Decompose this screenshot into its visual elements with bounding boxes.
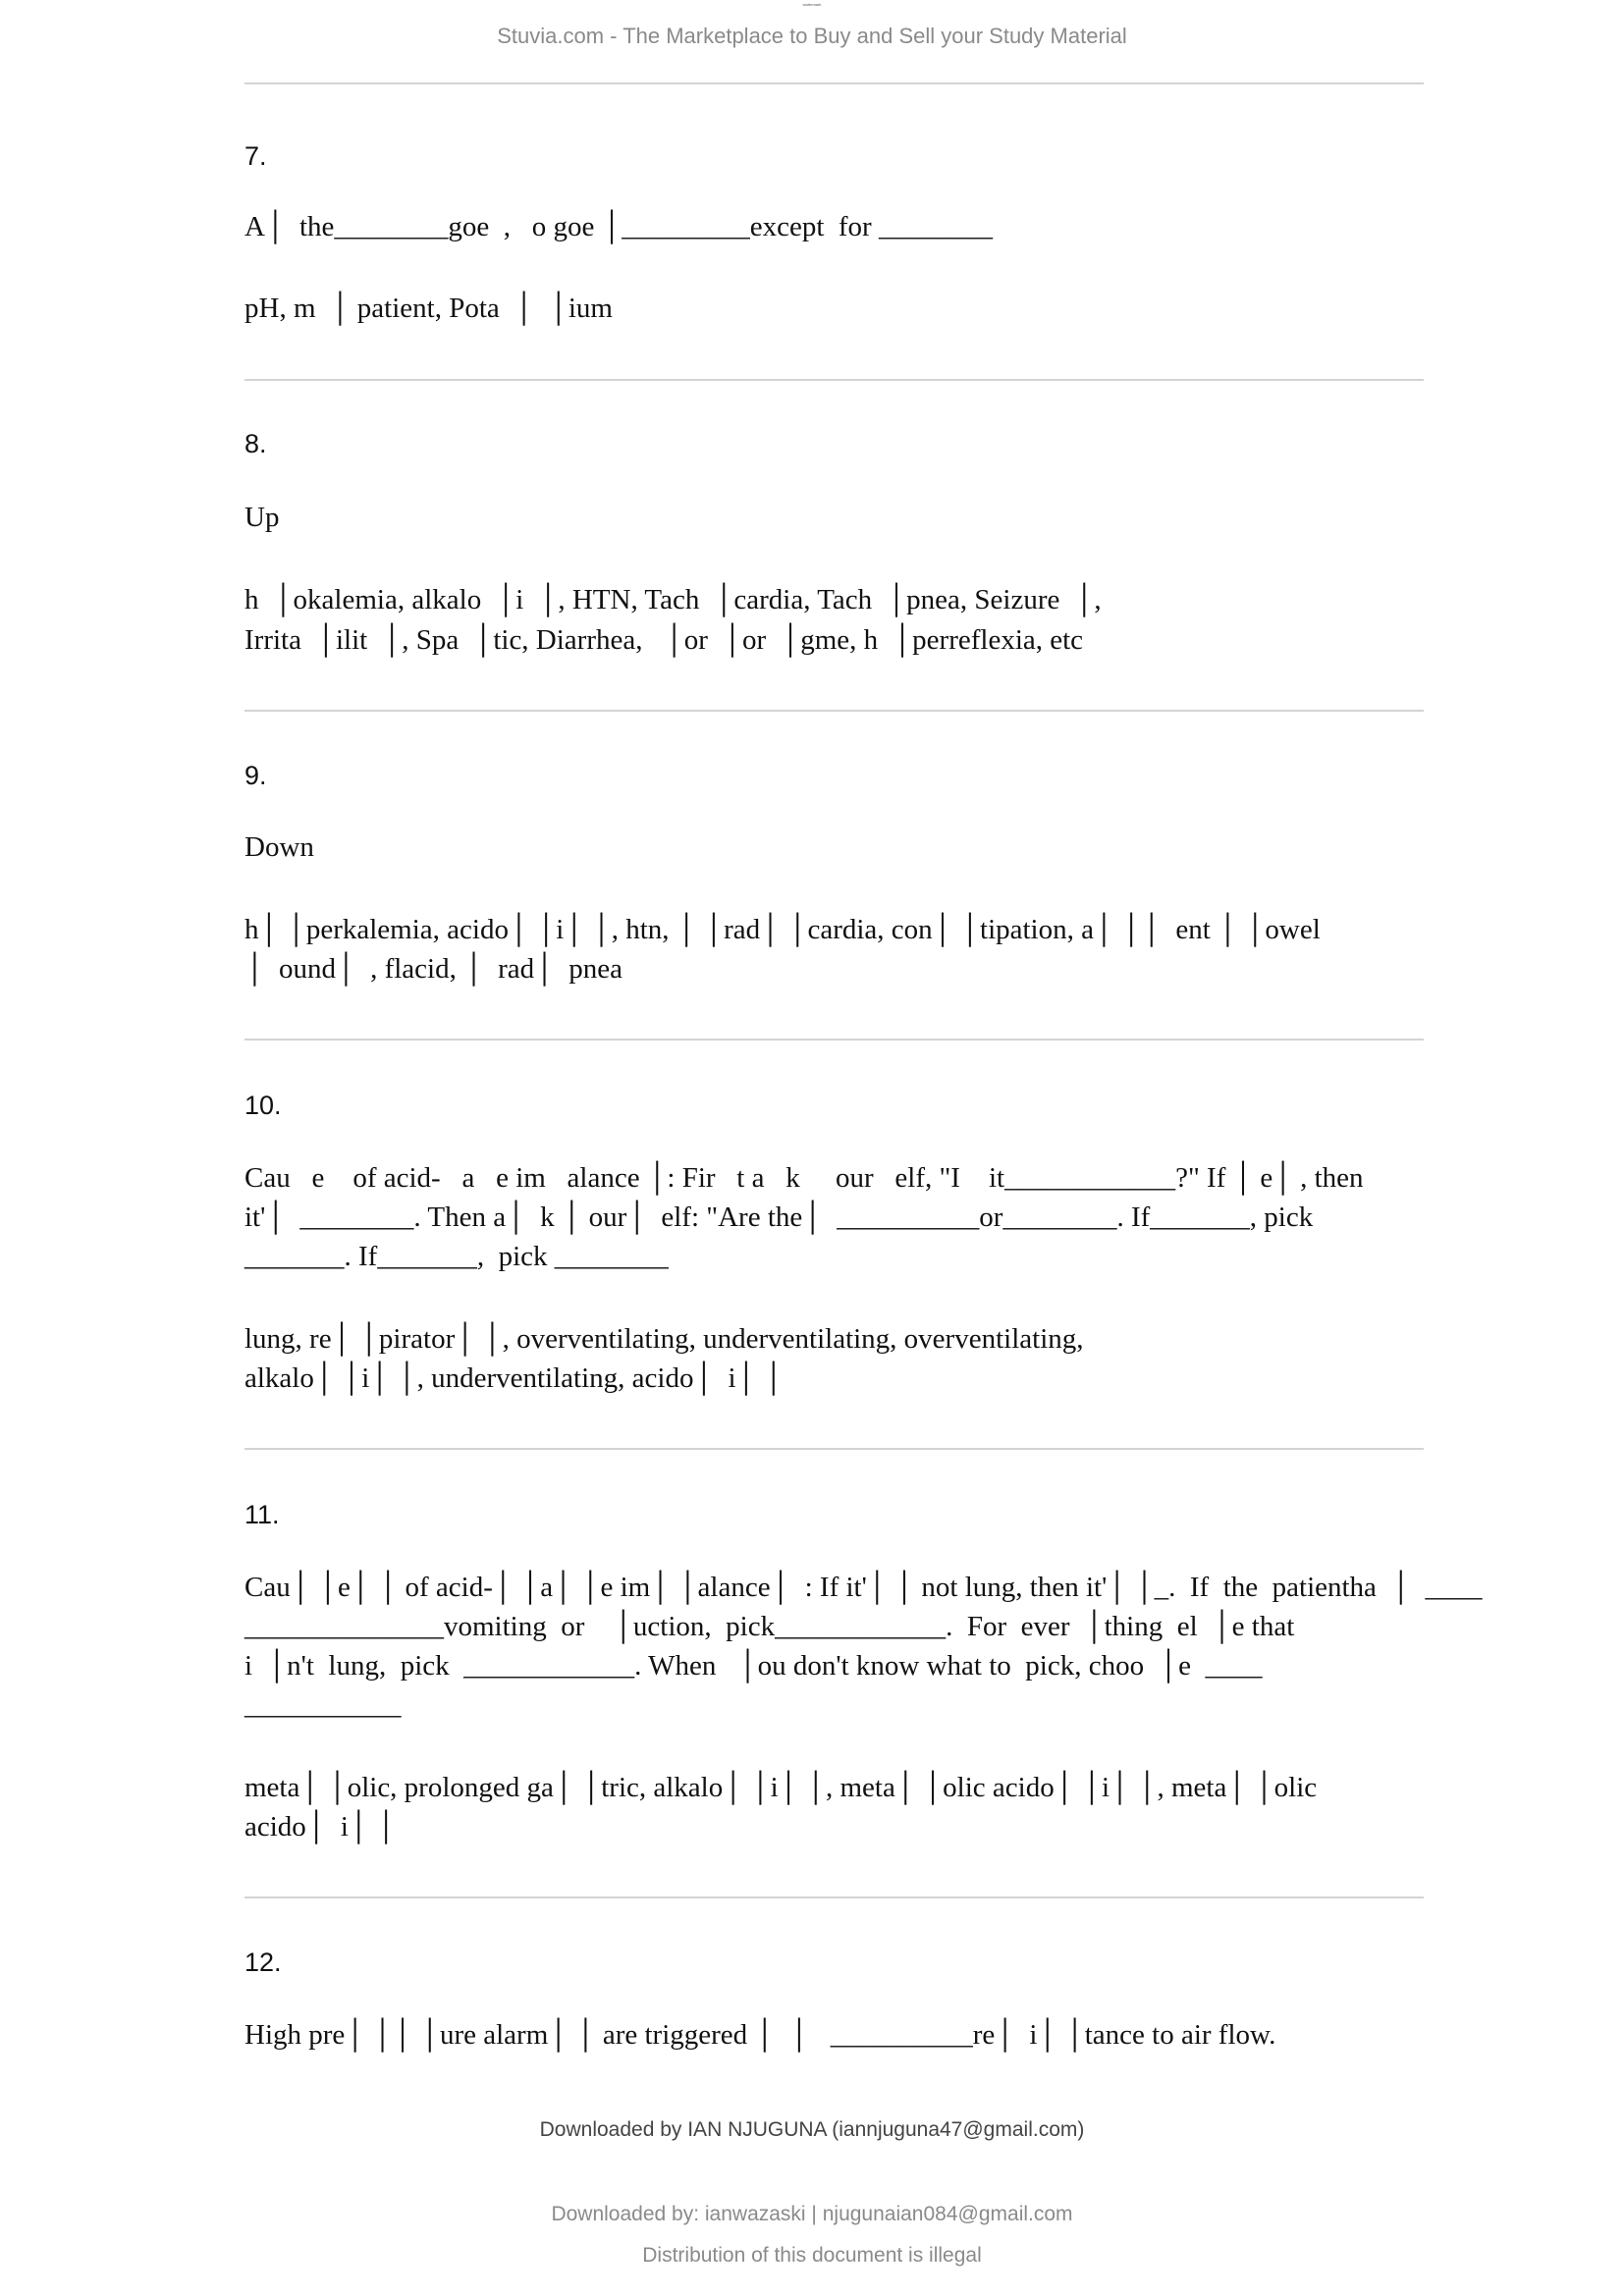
card-divider (244, 1039, 1424, 1041)
card-question-line: Cau e of acid- a e im alance │: Fir t a k our elf, "I it____________?" If │ e│ , then (244, 1162, 1364, 1194)
card-answer-line: alkalo│ │i│ │, underventilating, acido│ i│ │ (244, 1362, 784, 1394)
top-watermark: watermark (802, 2, 822, 7)
card-number: 7. (244, 141, 267, 171)
card-answer-line: h │okalemia, alkalo │i │, HTN, Tach │cardia, Tach │pnea, Seizure │, (244, 584, 1102, 615)
card-divider (244, 1896, 1424, 1898)
card-answer: pH, m │ patient, Pota │ │ium (244, 293, 613, 324)
downloaded-by-notice-2: Downloaded by: ianwazaski | njugunaian084@gmail.com (551, 2203, 1073, 2225)
card-question-line: it'│ ________. Then a│ k │ our│ elf: "Are the│ __________or________. If_______, pick (244, 1201, 1314, 1233)
card-answer-line: │ ound│ , flacid, │ rad│ pnea (244, 953, 623, 985)
card-number: 10. (244, 1091, 282, 1120)
card-question: Down (244, 831, 314, 863)
card-number: 8. (244, 429, 267, 458)
card-answer-line: Irrita │ilit │, Spa │tic, Diarrhea, │or │or │gme, h │perreflexia, etc (244, 624, 1084, 656)
page-header: Stuvia.com - The Marketplace to Buy and Sell your Study Material (497, 24, 1127, 48)
card-question-line: Cau│ │e│ │ of acid-│ │a│ │e im│ │alance│ : If it'│ │ not lung, then it'│ │_. If the patientha │ ____ (244, 1572, 1483, 1603)
card-divider (244, 379, 1424, 381)
card-number: 9. (244, 761, 267, 790)
card-answer-line: h│ │perkalemia, acido│ │i│ │, htn, │ │rad│ │cardia, con│ │tipation, a│ ││ ent │ │owel (244, 914, 1321, 945)
card-number: 12. (244, 1948, 282, 1977)
card-question-line: ___________ (244, 1689, 402, 1721)
card-answer-line: lung, re│ │pirator│ │, overventilating, underventilating, overventilating, (244, 1323, 1084, 1355)
card-question-line: _______. If_______, pick ________ (244, 1241, 669, 1272)
distribution-notice: Distribution of this document is illegal (642, 2244, 982, 2267)
card-question-line: ______________vomiting or │uction, pick____________. For ever │thing el │e that (244, 1611, 1295, 1642)
card-divider (244, 710, 1424, 712)
card-answer-line: acido│ i│ │ (244, 1811, 397, 1842)
downloaded-by-notice: Downloaded by IAN NJUGUNA (iannjuguna47@gmail.com) (539, 2118, 1085, 2141)
card-question: High pre│ ││ │ure alarm│ │ are triggered │ │ __________re│ i│ │tance to air flow. (244, 2019, 1276, 2051)
card-question: Up (244, 502, 280, 533)
card-question: A│ the________goe , o goe │_________except for ________ (244, 211, 993, 242)
card-divider (244, 1448, 1424, 1450)
card-answer-line: meta│ │olic, prolonged ga│ │tric, alkalo│ │i│ │, meta│ │olic acido│ │i│ │, meta│ │olic (244, 1772, 1318, 1803)
header-divider (244, 82, 1424, 84)
card-number: 11. (244, 1500, 280, 1529)
card-question-line: i │n't lung, pick ____________. When │ou don't know what to pick, choo │e ____ (244, 1650, 1263, 1682)
